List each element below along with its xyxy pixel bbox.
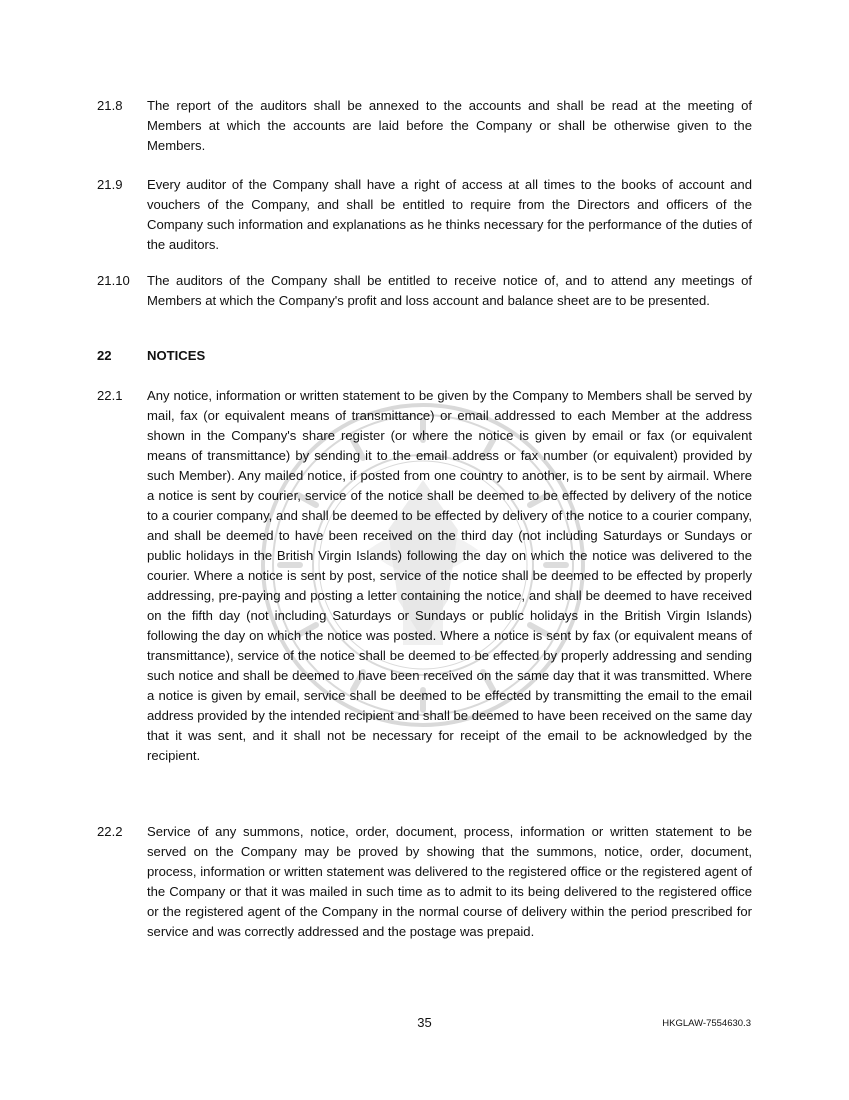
clause-number: 22.2 <box>97 824 123 839</box>
clause-21-10 <box>97 271 752 311</box>
clause-text: Every auditor of the Company shall have a right of access at all times to the books of account and vouchers of the Company, and shall be entitled to require from the Directors and officers of the Company such information and explanations as he thinks necessary for the performance of the duties of the auditors. <box>147 177 752 252</box>
clause-number: 21.10 <box>97 273 130 288</box>
section-title: NOTICES <box>147 348 206 363</box>
page-number: 35 <box>417 1015 432 1030</box>
clause-22-2 <box>97 822 752 942</box>
clause-number: 21.8 <box>97 98 123 113</box>
clause-22-1 <box>97 386 752 766</box>
section-heading <box>97 346 205 366</box>
clause-text: The report of the auditors shall be annexed to the accounts and shall be read at the meeting of Members at which the accounts are laid before the Company or shall be otherwise given to the Members. <box>147 98 752 153</box>
document-reference: HKGLAW-7554630.3 <box>662 1018 751 1029</box>
clause-21-8 <box>97 96 752 156</box>
clause-21-9 <box>97 175 752 255</box>
clause-text: Any notice, information or written statement to be given by the Company to Members shall be served by mail, fax (or equivalent means of transmittance) or email addressed to each Member at the address shown in the Company's share register (or where the notice is given by email or fax (or equivalent means of transmittance) by sending it to the email address or fax number (or equivalent) provided by such Member). Any mailed notice, if posted from one country to another, is to be sent by airmail. Where a notice is sent by courier, service of the notice shall be deemed to be effected by delivery of the notice to a courier company, and shall be deemed to be effected by delivery of the notice to a courier company, and shall be deemed to have been received on the third day (not including Saturdays or Sundays or public holidays in the British Virgin Islands) following the day on which the notice was delivered to the courier. Where a notice is sent by post, service of the notice shall be deemed to be effected by properly addressing, pre-paying and posting a letter containing the notice, and shall be deemed to have received on the fifth day (not including Saturdays or Sundays or public holidays in the British Virgin Islands) following the day on which the notice was posted. Where a notice is sent by fax (or equivalent means of transmittance), service of the notice shall be deemed to be effected by properly addressing and sending such notice and shall be deemed to have been received on the same day that it was transmitted. Where a notice is given by email, service shall be deemed to be effected by transmitting the email to the email address provided by the intended recipient and shall be deemed to have been received on the same day that it was sent, and it shall not be necessary for receipt of the email to be acknowledged by the recipient. <box>147 388 752 763</box>
clause-number: 22.1 <box>97 388 123 403</box>
clause-text: The auditors of the Company shall be entitled to receive notice of, and to attend any meetings of Members at which the Company's profit and loss account and balance sheet are to be presented. <box>147 273 752 308</box>
clause-number: 21.9 <box>97 177 123 192</box>
section-number: 22 <box>97 348 112 363</box>
clause-text: Service of any summons, notice, order, document, process, information or written statement to be served on the Company may be proved by showing that the summons, notice, order, document, process, information or written statement was delivered to the registered office or the registered agent of the Company or that it was mailed in such time as to admit to its being delivered to the registered office or the registered agent of the Company in the normal course of delivery within the period prescribed for service and was correctly addressed and the postage was prepaid. <box>147 824 752 939</box>
